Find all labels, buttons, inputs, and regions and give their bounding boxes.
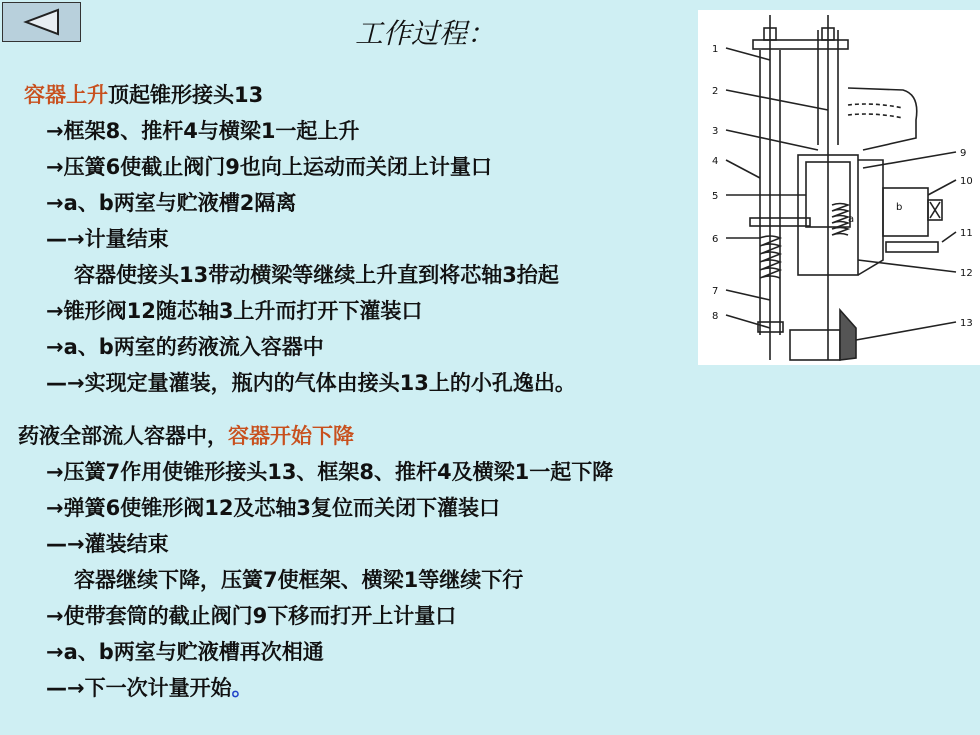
page-title: 工作过程： bbox=[355, 17, 496, 50]
label-4: 4 bbox=[712, 156, 719, 167]
label-9: 9 bbox=[960, 148, 967, 159]
chamber-b-label: b bbox=[896, 202, 903, 213]
label-13: 13 bbox=[960, 318, 973, 329]
text-line: —→下一次计量开始。 bbox=[46, 676, 253, 700]
label-8: 8 bbox=[712, 311, 719, 322]
label-7: 7 bbox=[712, 286, 719, 297]
text-line: —→实现定量灌装，瓶内的气体由接头13上的小孔逸出。 bbox=[46, 371, 576, 395]
text-line: —→灌装结束 bbox=[46, 532, 169, 556]
text-line: →a、b两室与贮液槽2隔离 bbox=[46, 191, 297, 215]
text-line: —→计量结束 bbox=[46, 227, 169, 251]
text-line: →压簧7作用使锥形接头13、框架8、推杆4及横梁1一起下降 bbox=[46, 460, 614, 484]
label-1: 1 bbox=[712, 44, 719, 55]
text-line: 容器使接头13带动横梁等继续上升直到将芯轴3抬起 bbox=[74, 263, 559, 287]
left-triangle-icon bbox=[20, 7, 64, 37]
label-11: 11 bbox=[960, 228, 973, 239]
valve-drawing bbox=[698, 10, 980, 365]
label-6: 6 bbox=[712, 234, 719, 245]
text-line: 药液全部流人容器中，容器开始下降 bbox=[18, 424, 354, 448]
text-line: →锥形阀12随芯轴3上升而打开下灌装口 bbox=[46, 299, 423, 323]
text-line: 容器上升顶起锥形接头13 bbox=[24, 83, 264, 107]
label-10: 10 bbox=[960, 176, 973, 187]
valve-diagram bbox=[698, 10, 980, 365]
label-12: 12 bbox=[960, 268, 973, 279]
back-button[interactable] bbox=[2, 2, 81, 42]
chamber-a-label: a bbox=[848, 214, 855, 225]
label-5: 5 bbox=[712, 191, 719, 202]
text-line: →压簧6使截止阀门9也向上运动而关闭上计量口 bbox=[46, 155, 492, 179]
label-2: 2 bbox=[712, 86, 719, 97]
text-line: →弹簧6使锥形阀12及芯轴3复位而关闭下灌装口 bbox=[46, 496, 501, 520]
text-line: →框架8、推杆4与横梁1一起上升 bbox=[46, 119, 360, 143]
text-line: 容器继续下降，压簧7使框架、横梁1等继续下行 bbox=[74, 568, 524, 592]
label-3: 3 bbox=[712, 126, 719, 137]
text-line: →a、b两室与贮液槽再次相通 bbox=[46, 640, 324, 664]
text-line: →a、b两室的药液流入容器中 bbox=[46, 335, 324, 359]
text-line: →使带套筒的截止阀门9下移而打开上计量口 bbox=[46, 604, 457, 628]
